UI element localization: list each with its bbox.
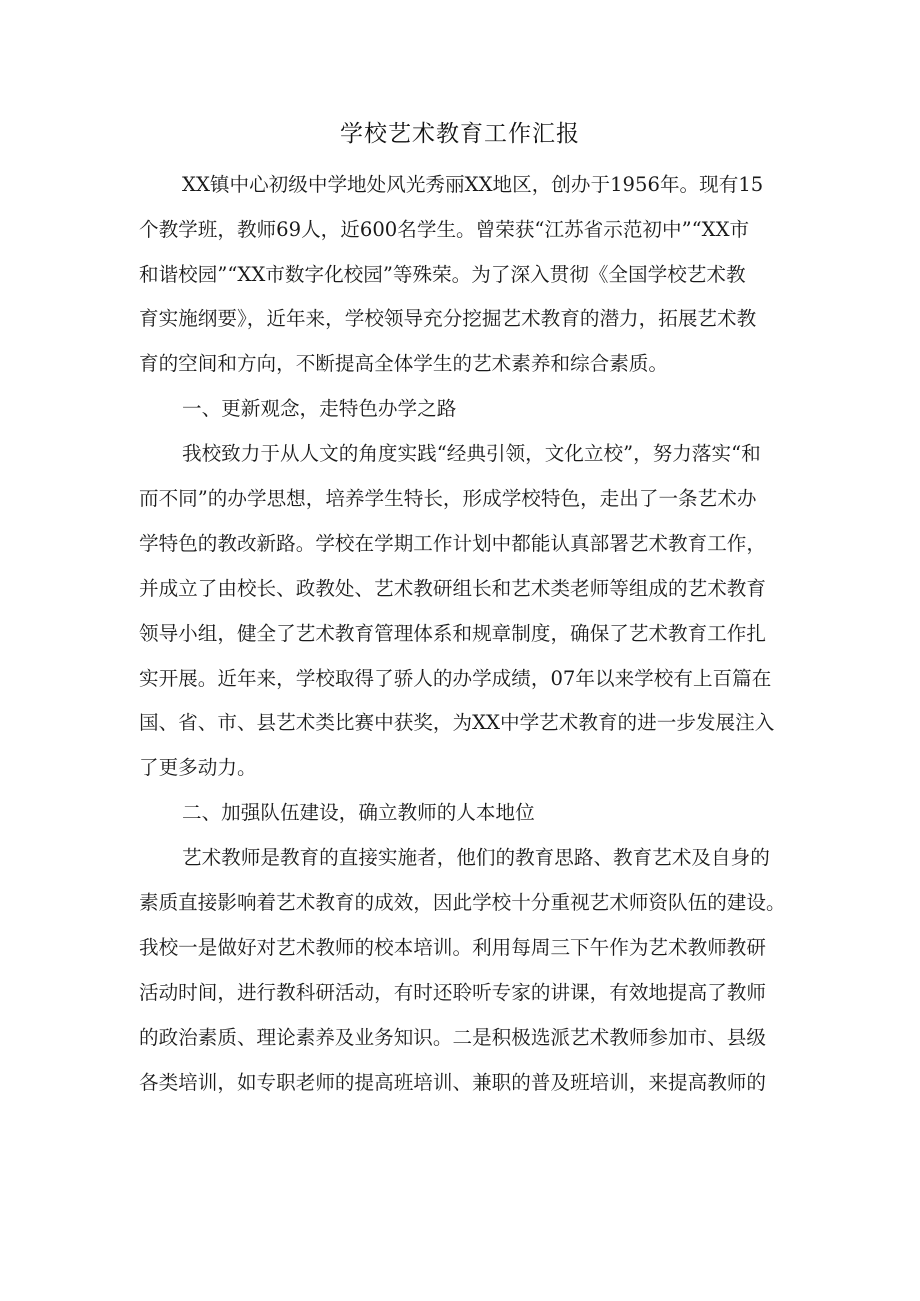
paragraph-1-line-1: XX镇中心初级中学地处风光秀丽XX地区，创办于1956年。现有15	[182, 173, 764, 196]
section-heading-2: 二、加强队伍建设，确立教师的人本地位	[182, 801, 535, 824]
paragraph-2-line-8: 了更多动力。	[139, 756, 257, 779]
paragraph-2-line-6: 实开展。近年来，学校取得了骄人的办学成绩，07年以来学校有上百篇在	[139, 667, 772, 690]
paragraph-2-line-2: 而不同”的办学思想，培养学生特长，形成学校特色，走出了一条艺术办	[139, 487, 757, 510]
paragraph-1-line-5: 育的空间和方向，不断提高全体学生的艺术素养和综合素质。	[139, 352, 669, 375]
paragraph-1-line-4: 育实施纲要》，近年来，学校领导充分挖掘艺术教育的潜力，拓展艺术教	[139, 307, 757, 330]
paragraph-2-line-7: 国、省、市、县艺术类比赛中获奖，为XX中学艺术教育的进一步发展注入	[139, 711, 775, 734]
paragraph-3-line-3: 我校一是做好对艺术教师的校本培训。利用每周三下午作为艺术教师教研	[139, 936, 766, 959]
paragraph-3-line-6: 各类培训，如专职老师的提高班培训、兼职的普及班培训，来提高教师的	[139, 1071, 766, 1094]
document-title: 学校艺术教育工作汇报	[340, 121, 580, 147]
paragraph-3-line-1: 艺术教师是教育的直接实施者，他们的教育思路、教育艺术及自身的	[182, 846, 770, 869]
paragraph-2-line-3: 学特色的教改新路。学校在学期工作计划中都能认真部署艺术教育工作，	[139, 532, 766, 555]
paragraph-3-line-2: 素质直接影响着艺术教育的成效，因此学校十分重视艺术师资队伍的建设。	[139, 891, 786, 914]
paragraph-1-line-2: 个教学班，教师69人，近600名学生。曾荣获“江苏省示范初中”“XX市	[139, 218, 750, 241]
paragraph-3-line-5: 的政治素质、理论素养及业务知识。二是积极选派艺术教师参加市、县级	[139, 1026, 766, 1049]
section-heading-1: 一、更新观念，走特色办学之路	[182, 397, 457, 420]
paragraph-3-line-4: 活动时间，进行教科研活动，有时还聆听专家的讲课，有效地提高了教师	[139, 981, 766, 1004]
paragraph-1-line-3: 和谐校园”“XX市数字化校园”等殊荣。为了深入贯彻《全国学校艺术教	[139, 263, 746, 286]
paragraph-2-line-1: 我校致力于从人文的角度实践“经典引领，文化立校”，努力落实“和	[182, 442, 761, 465]
paragraph-2-line-4: 并成立了由校长、政教处、艺术教研组长和艺术类老师等组成的艺术教育	[139, 577, 766, 600]
paragraph-2-line-5: 领导小组，健全了艺术教育管理体系和规章制度，确保了艺术教育工作扎	[139, 622, 766, 645]
